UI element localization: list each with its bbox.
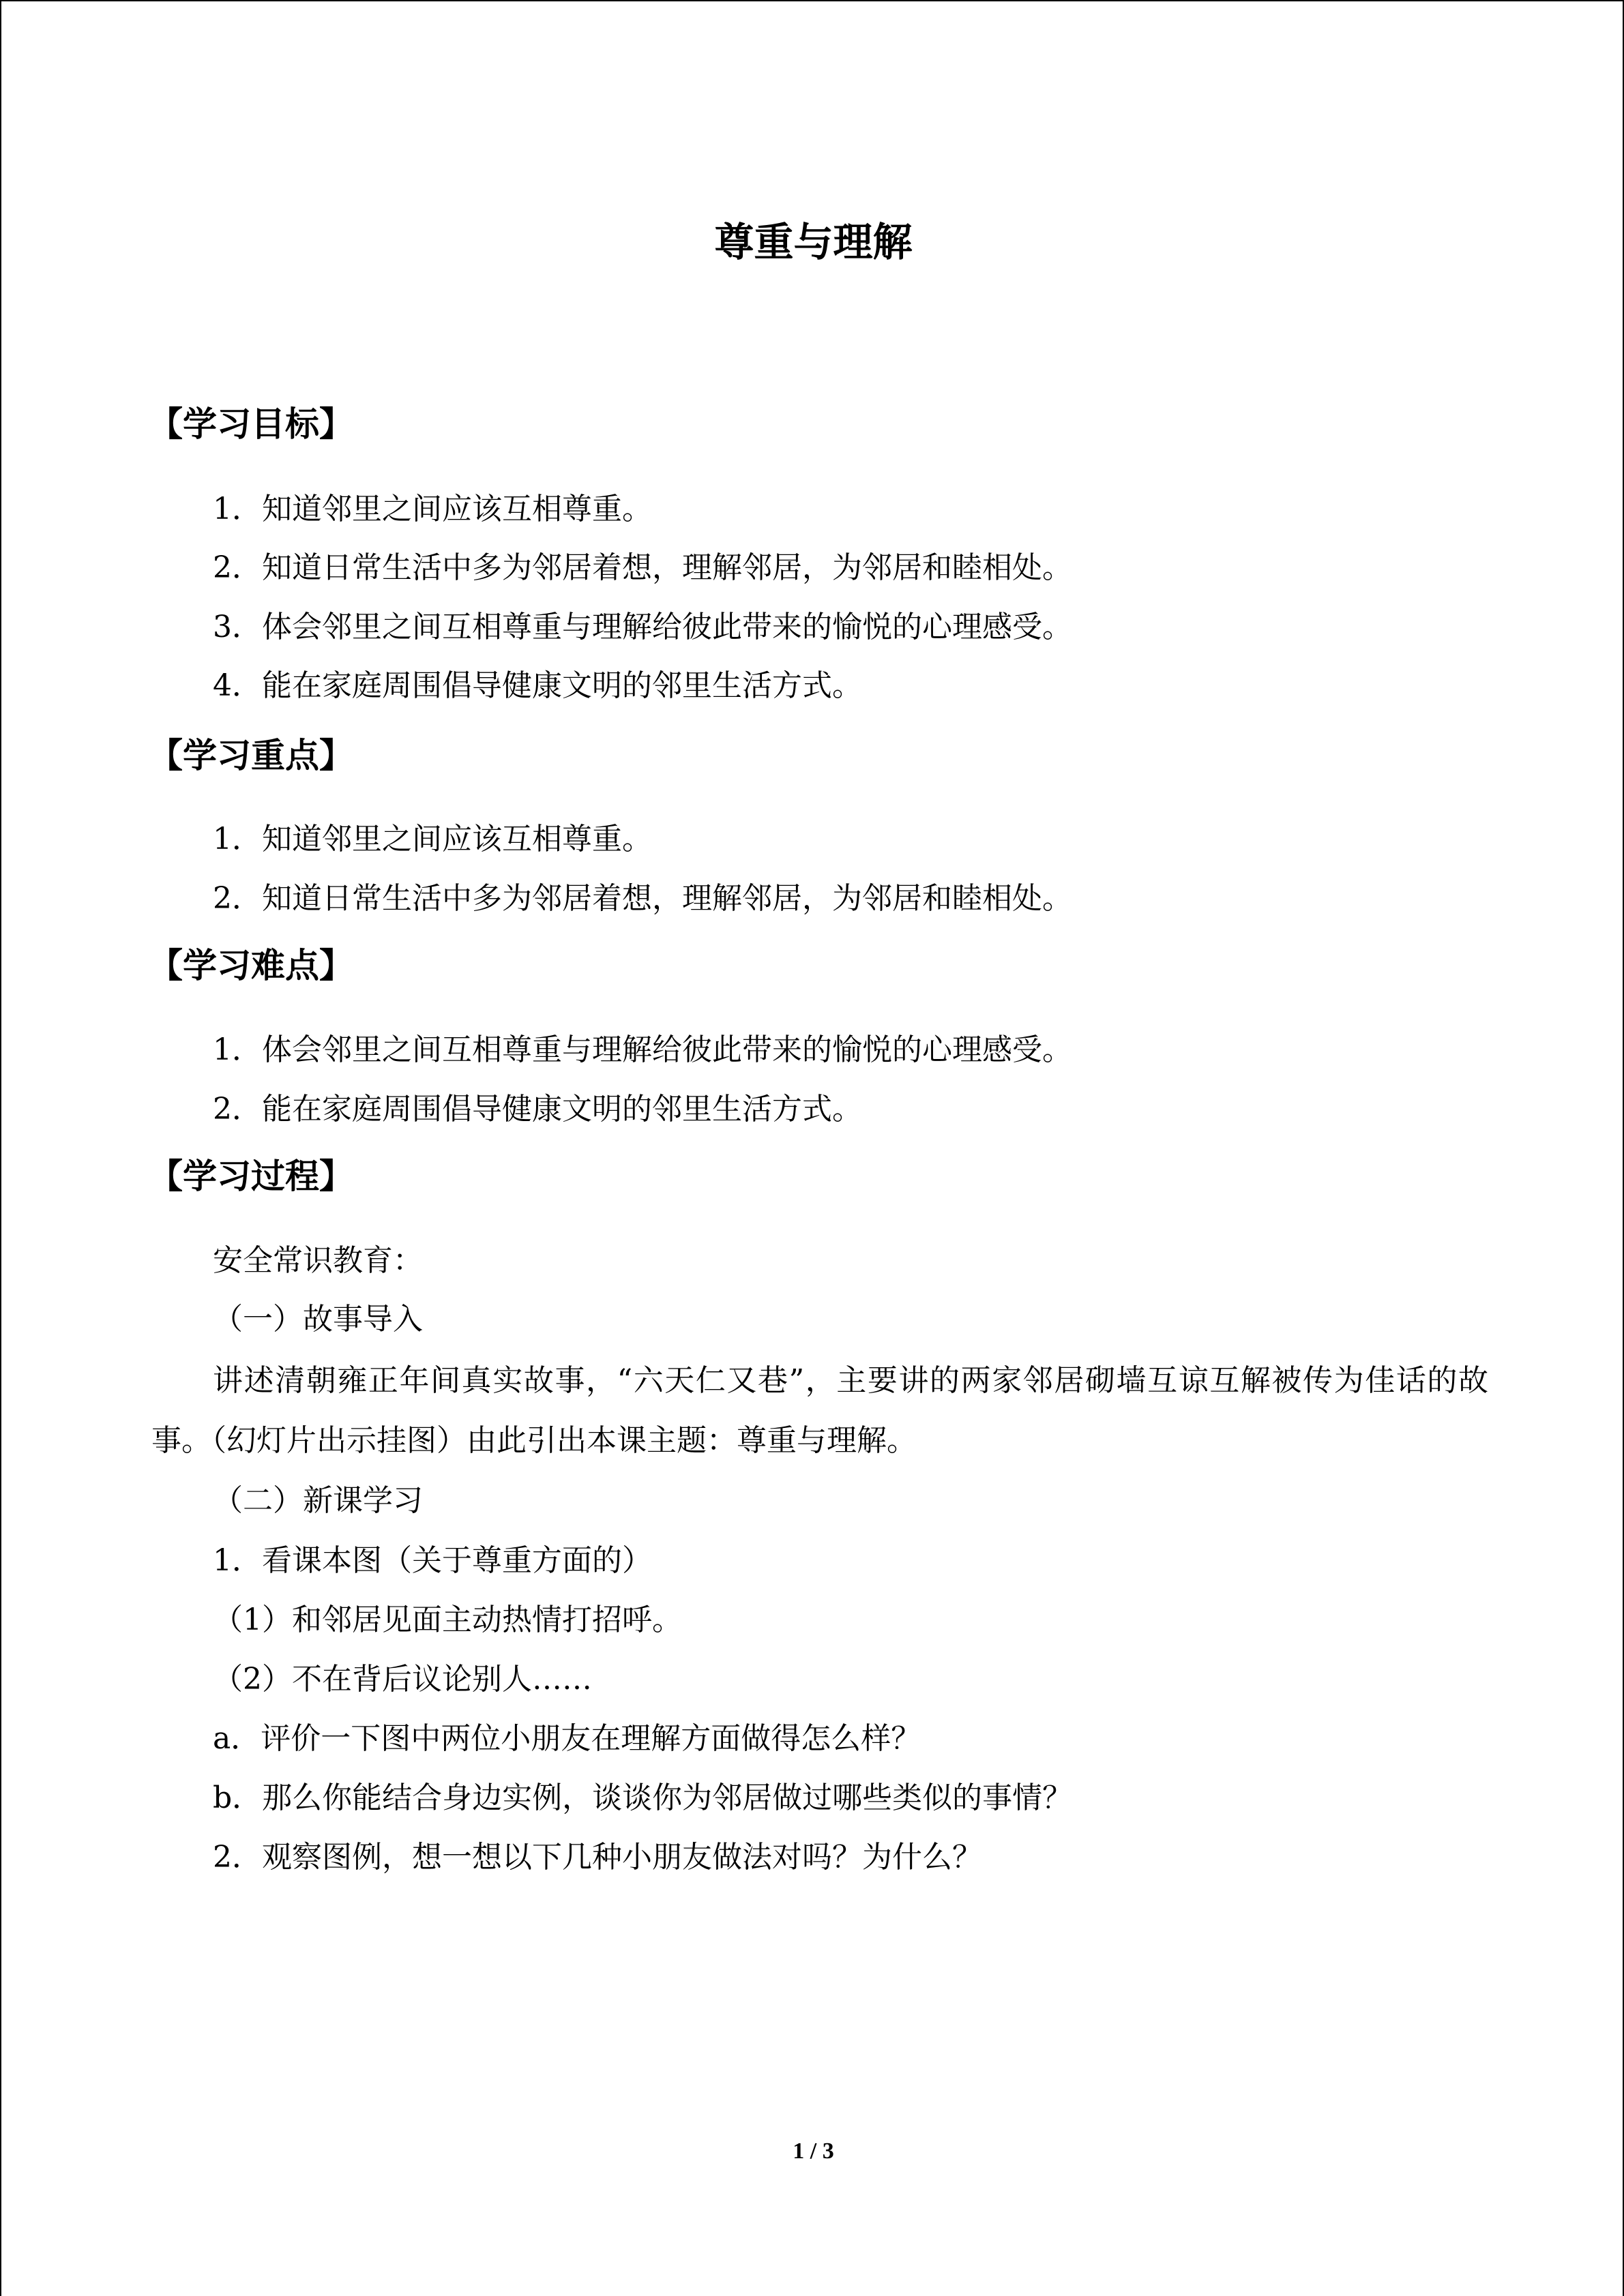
objective-item: 1．知道邻里之间应该互相尊重。 [213,492,652,526]
page-title: 尊重与理解 [714,219,913,265]
process-line: 2．观察图例，想一想以下几种小朋友做法对吗？为什么？ [213,1840,982,1875]
process-line: 安全常识教育： [213,1243,423,1278]
section-heading-difficulties: 【学习难点】 [149,945,353,985]
key-point-item: 2．知道日常生活中多为邻居着想，理解邻居，为邻居和睦相处。 [213,881,1072,916]
process-line: （1）和邻居见面主动热情打招呼。 [213,1602,682,1637]
process-paragraph: 讲述清朝雍正年间真实故事，“六天仁又巷”，主要讲的两家邻居砌墙互谅互解被传为佳话的故事。（幻灯片出示挂图）由此引出本课主题：尊重与理解。 [151,1363,1488,1458]
difficulty-item: 2．能在家庭周围倡导健康文明的邻里生活方式。 [213,1092,862,1127]
process-line: b．那么你能结合身边实例，谈谈你为邻居做过哪些类似的事情？ [213,1780,1073,1815]
page-number: 1 / 3 [793,2138,834,2164]
process-line: a．评价一下图中两位小朋友在理解方面做得怎么样？ [213,1721,921,1756]
difficulty-item: 1．体会邻里之间互相尊重与理解给彼此带来的愉悦的心理感受。 [213,1032,1072,1067]
section-heading-objectives: 【学习目标】 [149,404,353,444]
section-heading-key-points: 【学习重点】 [149,735,353,775]
objective-item: 2．知道日常生活中多为邻居着想，理解邻居，为邻居和睦相处。 [213,550,1072,585]
process-line: 1．看课本图（关于尊重方面的） [213,1543,652,1578]
objective-item: 3．体会邻里之间互相尊重与理解给彼此带来的愉悦的心理感受。 [213,610,1072,644]
process-line: （二）新课学习 [213,1483,423,1518]
section-heading-process: 【学习过程】 [149,1156,353,1196]
key-point-item: 1．知道邻里之间应该互相尊重。 [213,822,652,856]
process-line: （一）故事导入 [213,1302,423,1337]
objective-item: 4．能在家庭周围倡导健康文明的邻里生活方式。 [213,668,862,703]
process-line: （2）不在背后议论别人…… [213,1662,592,1697]
